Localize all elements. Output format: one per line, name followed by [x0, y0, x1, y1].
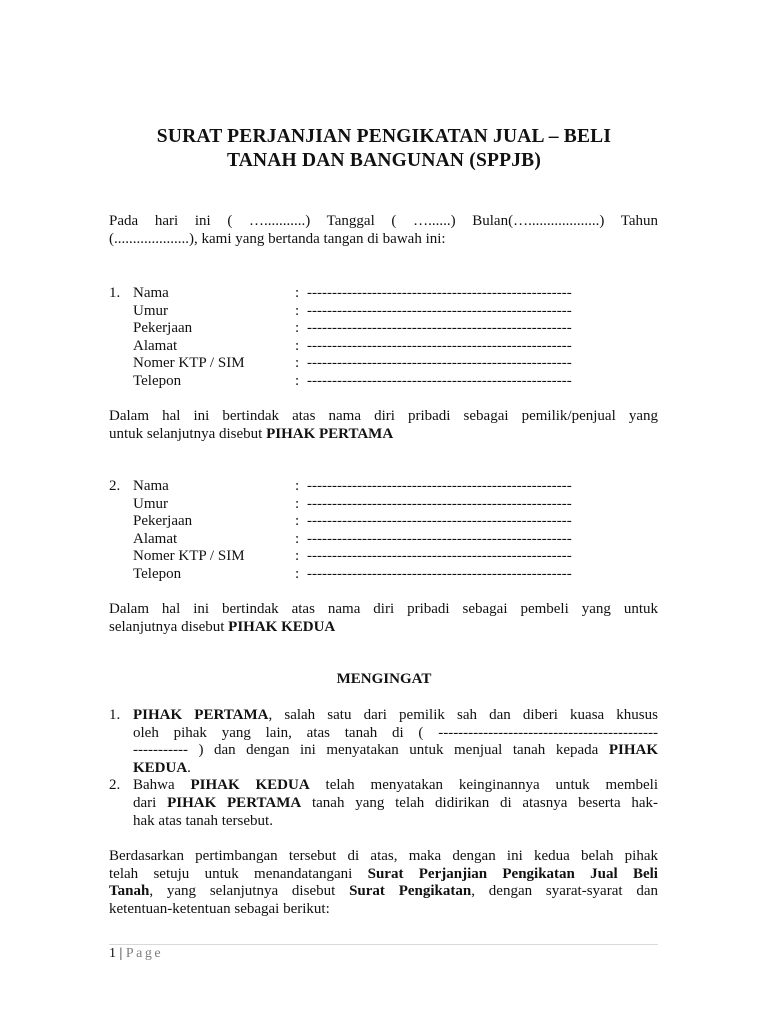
mengingat-list: [109, 707, 658, 830]
field-label: Telepon: [133, 372, 182, 389]
field-label: Umur: [133, 302, 168, 319]
field-blank: -----------------------------------------------------: [307, 320, 572, 337]
page-number: 1: [109, 946, 116, 961]
surat-pengikatan-term: Surat Pengikatan: [349, 883, 472, 900]
field-label: Nomer KTP / SIM: [133, 355, 245, 372]
party-2-row-nama: [109, 478, 658, 496]
pihak-kedua-term: PIHAK KEDUA: [190, 777, 310, 794]
party-1-row-alamat: [109, 338, 658, 356]
pihak-term: PIHAK: [608, 742, 658, 759]
party-1-desc-text: untuk selanjutnya disebut: [109, 425, 267, 442]
kedua-term: KEDUA: [133, 759, 188, 776]
party-1-row-umur: [109, 303, 658, 321]
pihak-pertama-term: PIHAK PERTAMA: [133, 707, 269, 723]
mengingat-item-1: [109, 707, 658, 777]
pihak-pertama-term: PIHAK PERTAMA: [167, 794, 302, 811]
party-1-list: [109, 285, 658, 391]
field-blank: -----------------------------------------------------: [307, 302, 572, 319]
field-blank: -----------------------------------------------------: [307, 337, 572, 354]
item-text: dari: [133, 794, 168, 811]
item-1-line-2: oleh pihak yang lain, atas tanah di ( --------------------------------------------: [133, 724, 658, 741]
party-1-row-pekerjaan: [109, 320, 658, 338]
party-2-row-pekerjaan: [109, 513, 658, 531]
item-2-line-3: hak atas tanah tersebut.: [133, 812, 273, 829]
field-label: Nomer KTP / SIM: [133, 548, 245, 565]
party-2-row-umur: [109, 496, 658, 514]
item-1-line-4: [133, 760, 658, 778]
party-1-description: [109, 408, 658, 443]
field-blank: -----------------------------------------------------: [307, 548, 572, 565]
field-blank: -----------------------------------------------------: [307, 372, 572, 389]
party-1-desc-line-1: Dalam hal ini bertindak atas nama diri pribadi sebagai pemilik/penjual yang: [109, 408, 658, 424]
mengingat-item-2: [109, 777, 658, 830]
field-label: Alamat: [133, 337, 178, 354]
field-colon: :: [295, 372, 300, 389]
closing-line-4: ketentuan-ketentuan sebagai berikut:: [109, 900, 330, 917]
field-colon: :: [295, 530, 300, 547]
party-1-desc-line-2: [109, 426, 658, 444]
field-colon: :: [295, 478, 300, 494]
agreement-name-term: Surat Perjanjian Pengikatan Jual Beli: [367, 865, 658, 882]
item-text: .: [187, 759, 191, 776]
field-blank: -----------------------------------------------------: [307, 513, 572, 530]
item-2-line-1: [133, 777, 658, 795]
field-blank: -----------------------------------------------------: [307, 530, 572, 547]
party-2-row-alamat: [109, 531, 658, 549]
item-text: ----------- ) dan dengan ini menyatakan untuk menjual tanah kepada: [133, 742, 609, 759]
party-2-list: [109, 478, 658, 584]
field-colon: :: [295, 302, 300, 319]
page-label: Page: [125, 946, 164, 961]
field-blank: -----------------------------------------------------: [307, 285, 572, 301]
item-1-line-3: [133, 742, 658, 760]
field-blank: -----------------------------------------------------: [307, 478, 572, 494]
field-label: Alamat: [133, 530, 178, 547]
party-1-row-ktp: [109, 355, 658, 373]
closing-line-1: Berdasarkan pertimbangan tersebut di atas, maka dengan ini kedua belah pihak: [109, 848, 658, 864]
closing-text: , yang selanjutnya disebut: [149, 883, 350, 900]
item-text: tanah yang telah didirikan di atasnya beserta hak-: [301, 794, 659, 811]
party-2-number: 2.: [109, 478, 121, 494]
item-text: telah menyatakan keinginannya untuk membeli: [309, 777, 658, 794]
party-1-number: 1.: [109, 285, 121, 301]
field-label: Nama: [133, 478, 169, 494]
field-colon: :: [295, 337, 300, 354]
field-label: Nama: [133, 285, 169, 301]
pihak-pertama-term: PIHAK PERTAMA: [266, 425, 394, 442]
closing-paragraph: [109, 848, 658, 918]
title-line-1: SURAT PERJANJIAN PENGIKATAN JUAL – BELI: [156, 126, 612, 147]
field-blank: -----------------------------------------------------: [307, 495, 572, 512]
item-text: , salah satu dari pemilik sah dan diberi kuasa khusus: [268, 707, 658, 723]
party-2-row-telepon: [109, 566, 658, 584]
closing-line-2: [109, 866, 658, 884]
party-2-description: [109, 601, 658, 636]
closing-text: , dengan syarat-syarat dan: [471, 883, 658, 900]
field-label: Telepon: [133, 565, 182, 582]
field-blank: -----------------------------------------------------: [307, 565, 572, 582]
item-text: Bahwa: [133, 777, 191, 794]
field-colon: :: [295, 495, 300, 512]
item-1-line-1: [133, 707, 658, 725]
intro-line-1: Pada hari ini ( …...........) Tanggal ( …......) Bulan(…...................) Tahun: [109, 213, 658, 229]
item-2-line-2: [133, 795, 658, 813]
field-label: Pekerjaan: [133, 513, 193, 530]
field-colon: :: [295, 285, 300, 301]
item-number: 1.: [109, 707, 121, 723]
closing-line-3: [109, 883, 658, 901]
field-label: Umur: [133, 495, 168, 512]
party-2-row-ktp: [109, 548, 658, 566]
footer-separator: |: [116, 946, 126, 961]
field-colon: :: [295, 548, 300, 565]
party-2-desc-line-2: [109, 619, 658, 637]
field-label: Pekerjaan: [133, 320, 193, 337]
intro-line-2: (....................), kami yang bertanda tangan di bawah ini:: [109, 230, 446, 247]
document-title: [0, 125, 768, 173]
party-1-row-telepon: [109, 373, 658, 391]
field-colon: :: [295, 513, 300, 530]
intro-paragraph: [109, 213, 658, 248]
closing-text: telah setuju untuk menandatangani: [109, 865, 368, 882]
field-colon: :: [295, 355, 300, 372]
pihak-kedua-term: PIHAK KEDUA: [228, 618, 336, 635]
party-1-row-nama: [109, 285, 658, 303]
field-blank: -----------------------------------------------------: [307, 355, 572, 372]
field-colon: :: [295, 320, 300, 337]
section-heading-mengingat: MENGINGAT: [336, 671, 432, 687]
page-footer: [109, 946, 163, 962]
title-line-2: TANAH DAN BANGUNAN (SPPJB): [226, 150, 542, 171]
party-2-desc-text: selanjutnya disebut: [109, 618, 229, 635]
field-colon: :: [295, 565, 300, 582]
agreement-name-term: Tanah: [109, 883, 150, 900]
item-number: 2.: [109, 777, 121, 794]
party-2-desc-line-1: Dalam hal ini bertindak atas nama diri pribadi sebagai pembeli yang untuk: [109, 601, 658, 617]
footer-divider: [109, 944, 658, 945]
